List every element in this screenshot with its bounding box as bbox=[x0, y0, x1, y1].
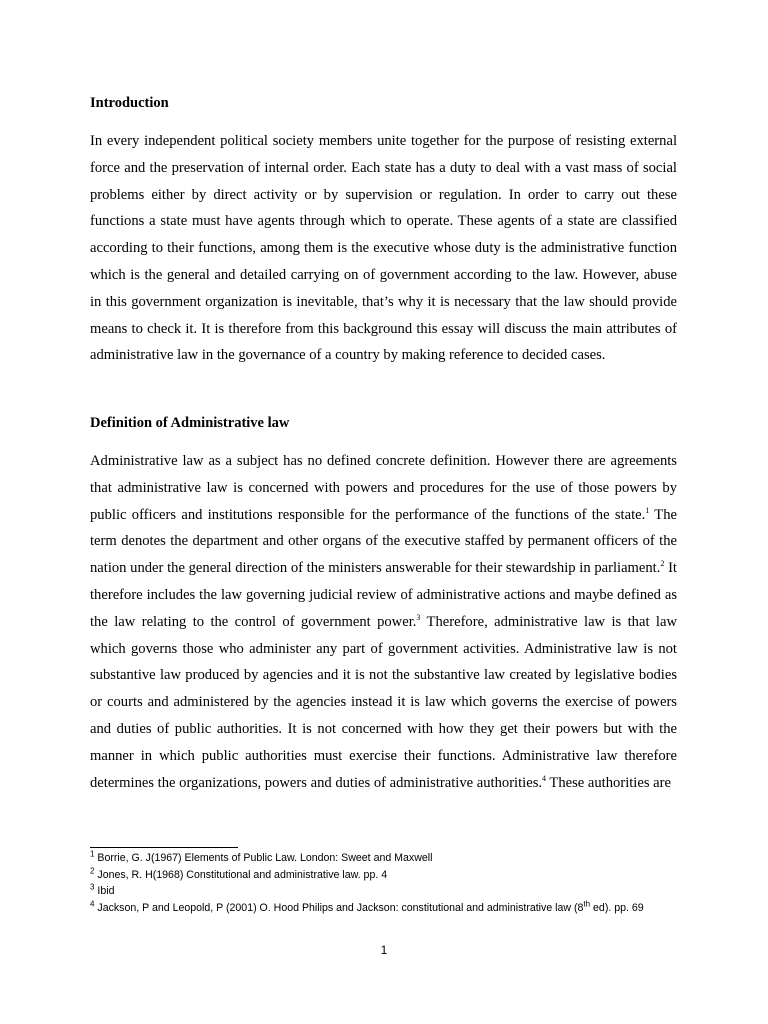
footnote-text: Jackson, P and Leopold, P (2001) O. Hood Philips and Jackson: constitutional and administrative law (8 bbox=[94, 901, 584, 914]
footnote-2 bbox=[90, 867, 690, 884]
footnote-number: 1 bbox=[90, 849, 95, 859]
footnotes bbox=[90, 850, 690, 916]
footnote-number: 2 bbox=[90, 865, 95, 875]
edition-superscript: th bbox=[583, 898, 591, 908]
footnote-4 bbox=[90, 900, 690, 917]
footnote-ref-1[interactable]: 1 bbox=[645, 505, 650, 515]
definition-text-1: Administrative law as a subject has no defined concrete definition. However there are agreements that administrative law is concerned with powers and procedures for the use of those powers by public officers and institutions responsible for the performance of the functions of the state. bbox=[90, 453, 677, 523]
definition-text-4: Therefore, administrative law is that law which governs those who administer any part of government activities. Administrative law is not substantive law produced by agencies and it is not the substantive law created by legislative bodies or courts and administered by the agencies instead it is law which governs the exercise of powers and duties of public authorities. It is not concerned with how they get their powers but with the manner in which public authorities must exercise their functions. Administrative law therefore determines the organizations, powers and duties of administrative authorities. bbox=[90, 613, 677, 791]
definition-paragraph bbox=[90, 448, 677, 796]
footnote-text: Jones, R. H(1968) Constitutional and administrative law. pp. 4 bbox=[94, 868, 388, 881]
footnote-number: 4 bbox=[90, 898, 95, 908]
definition-text-5: These authorities are bbox=[546, 774, 671, 791]
definition-heading: Definition of Administrative law bbox=[90, 415, 290, 431]
definition-text-3: It therefore includes the law governing judicial review of administrative actions and maybe defined as the law relating to the control of government power. bbox=[90, 560, 677, 630]
page-number: 1 bbox=[380, 943, 388, 957]
footnote-ref-4[interactable]: 4 bbox=[542, 773, 547, 783]
footnote-ref-3[interactable]: 3 bbox=[416, 612, 421, 622]
footnote-ref-2[interactable]: 2 bbox=[660, 559, 665, 569]
footnote-number: 3 bbox=[90, 882, 95, 892]
introduction-heading: Introduction bbox=[90, 95, 169, 111]
footnote-text: Borrie, G. J(1967) Elements of Public Law. London: Sweet and Maxwell bbox=[94, 852, 433, 864]
footnote-1 bbox=[90, 850, 690, 867]
footnote-text: Ibid bbox=[94, 885, 115, 897]
introduction-paragraph: In every independent political society members unite together for the purpose of resisting external force and the preservation of internal order. Each state has a duty to deal with a vast mass of social problems either by direct activity or by supervision or regulation. In order to carry out these functions a state must have agents through which to operate. These agents of a state are classified according to their functions, among them is the executive whose duty is the administrative function which is the general and detailed carrying on of government according to the law. However, abuse in this government organization is inevitable, that’s why it is necessary that the law should provide means to check it. It is therefore from this background this essay will discuss the main attributes of administrative law in the governance of a country by making reference to decided cases. bbox=[90, 133, 677, 364]
definition-text-2: The term denotes the department and other organs of the executive staffed by permanent officers of the nation under the general direction of the ministers answerable for their stewardship in parliament. bbox=[90, 506, 677, 577]
footnote-3 bbox=[90, 883, 690, 900]
footnote-text-cont: ed). pp. 69 bbox=[590, 901, 644, 914]
footnote-separator bbox=[90, 847, 238, 848]
